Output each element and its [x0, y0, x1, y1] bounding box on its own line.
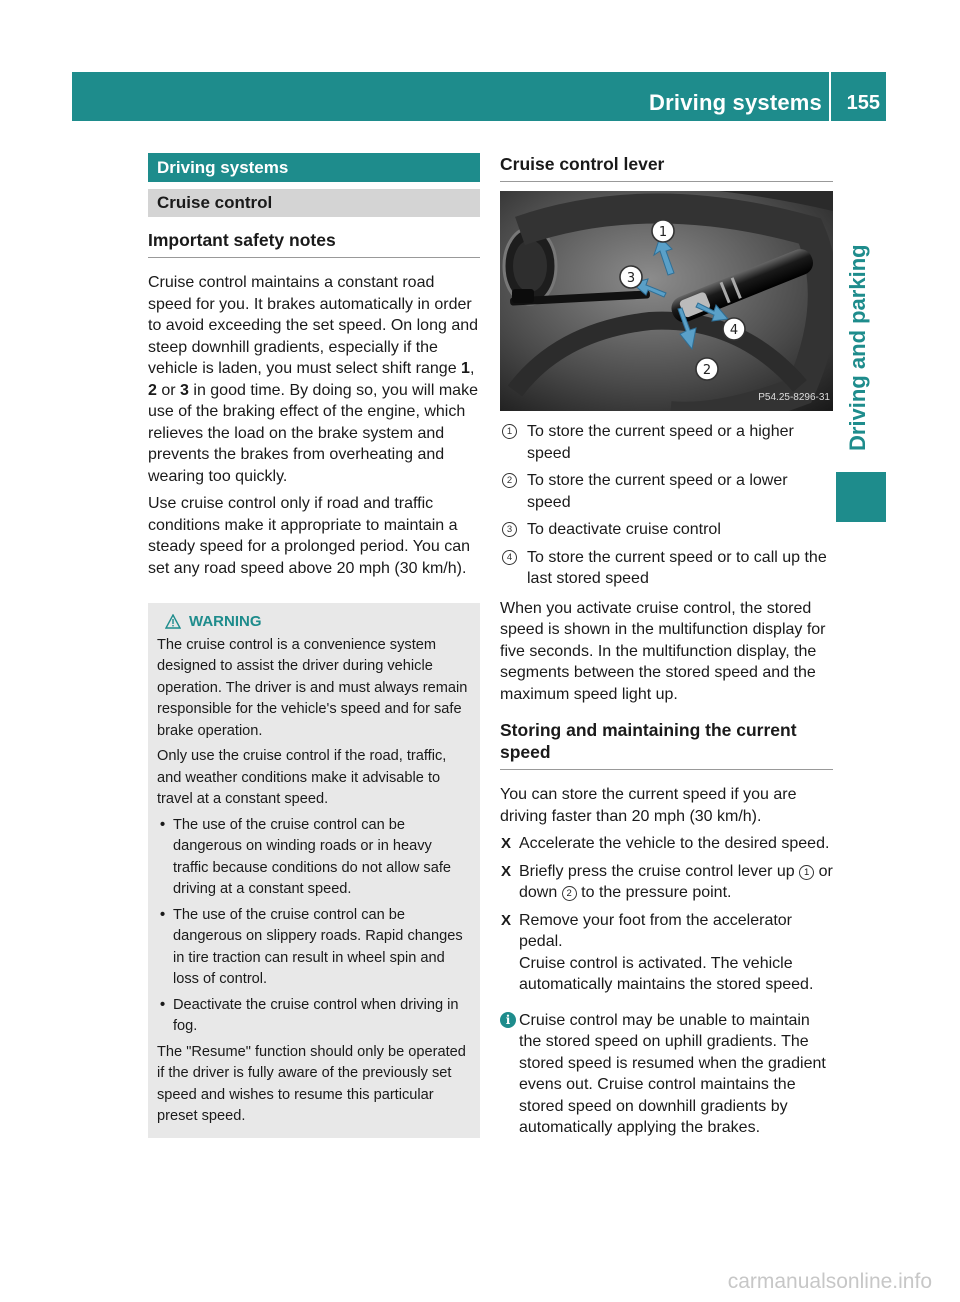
- header-title: Driving systems: [649, 90, 822, 115]
- warning-bullet: • The use of the cruise control can be dangerous on winding roads or in heavy traffic because conditions do not allow safe driving at a constant speed.: [160, 816, 451, 897]
- legend-item: 4 To store the current speed or to call up the last stored speed: [500, 547, 833, 590]
- display-paragraph: When you activate cruise control, the stored speed is shown in the multifunction display for five seconds. In the multifunction display, the segments between the stored speed and the maximum speed light up.: [500, 599, 826, 703]
- chapter-side-tab: [833, 121, 886, 471]
- page-header: [72, 72, 886, 121]
- chapter-tab-label: Driving and parking: [845, 244, 870, 451]
- legend-item: 3 To deactivate cruise control: [500, 519, 833, 541]
- inline-callout: 1: [799, 865, 814, 880]
- watermark: carmanualsonline.info: [727, 1270, 932, 1293]
- right-column: [500, 153, 833, 1139]
- legend-number: 4: [502, 550, 517, 565]
- legend-number: 1: [502, 424, 517, 439]
- figure-id: P54.25-8296-31: [758, 391, 830, 403]
- info-note: i Cruise control may be unable to maintain the stored speed on uphill gradients. The stored speed is resumed when the gradient evens out. Cruise control maintains the stored speed on downhill gradients by automatically applying the brakes.: [500, 1010, 833, 1139]
- callout-1: 1: [658, 225, 668, 240]
- storing-speed-heading: Storing and maintaining the current speed: [500, 719, 833, 770]
- section-title: Driving systems: [148, 153, 480, 182]
- intro-paragraph: Cruise control maintains a constant road speed for you. It brakes automatically in order to avoid exceeding the set speed. On long and steep downhill gradients, especially if the vehicle is laden, you must select shift range 1, 2 or 3 in good time. By doing so, you will make use of the braking effect of the engine, which relieves the load on the brake system and prevents the brakes from overheating and wearing too quickly.: [148, 274, 479, 485]
- legend-number: 3: [502, 522, 517, 537]
- safety-notes-heading: Important safety notes: [148, 229, 480, 258]
- warning-text-3: The "Resume" function should only be operated if the driver is fully aware of the previously set speed and wishes to resume this particular preset speed.: [157, 1043, 466, 1124]
- usage-paragraph: Use cruise control only if road and traffic conditions make it appropriate to maintain a steady speed for a prolonged period. You can set any road speed above 20 mph (30 km/h).: [148, 495, 471, 577]
- warning-box: [148, 603, 480, 1138]
- lever-illustration: [500, 191, 833, 411]
- lever-heading: Cruise control lever: [500, 153, 833, 182]
- legend-item: 1 To store the current speed or a higher speed: [500, 421, 833, 464]
- legend-item: 2 To store the current speed or a lower speed: [500, 470, 833, 513]
- chapter-marker: [836, 472, 886, 522]
- step-marker: X: [501, 835, 512, 852]
- info-icon: i: [500, 1012, 516, 1028]
- step-marker: X: [501, 911, 512, 929]
- inline-callout: 2: [562, 886, 577, 901]
- callout-2: 2: [702, 363, 712, 378]
- cruise-control-lever-figure: [500, 191, 833, 411]
- subsection-title: Cruise control: [148, 189, 480, 217]
- step-item: X Remove your foot from the accelerator pedal. Cruise control is activated. The vehicle automatically maintains the stored speed.: [501, 911, 814, 993]
- step-item: X Briefly press the cruise control lever up 1 or down 2 to the pressure point.: [501, 862, 833, 901]
- left-column: [148, 153, 480, 1138]
- bullet-marker: •: [160, 816, 166, 833]
- warning-text-2: Only use the cruise control if the road, traffic, and weather conditions make it advisable to travel at a constant speed.: [157, 748, 447, 807]
- callout-4: 4: [729, 323, 739, 338]
- header-divider: [829, 72, 831, 121]
- warning-text-1: The cruise control is a convenience system designed to assist the driver during vehicle operation. The driver is and must always remain responsible for the vehicle's speed and for safe brake operation.: [157, 636, 468, 739]
- bullet-marker: •: [160, 906, 166, 923]
- warning-triangle-icon: [165, 614, 181, 629]
- step-item: X Accelerate the vehicle to the desired speed.: [500, 833, 833, 855]
- warning-bullet: • The use of the cruise control can be dangerous on slippery roads. Rapid changes in tire traction can result in wheel spin and loss of control.: [160, 906, 463, 987]
- warning-header: [157, 611, 471, 633]
- legend-number: 2: [502, 473, 517, 488]
- step-marker: X: [501, 862, 512, 880]
- warning-bullet: • Deactivate the cruise control when driving in fog.: [160, 996, 459, 1034]
- storing-intro: You can store the current speed if you are driving faster than 20 mph (30 km/h).: [500, 786, 797, 825]
- bullet-marker: •: [160, 996, 166, 1013]
- page-number: 155: [846, 92, 880, 114]
- callout-3: 3: [626, 271, 636, 286]
- warning-title: WARNING: [189, 613, 262, 630]
